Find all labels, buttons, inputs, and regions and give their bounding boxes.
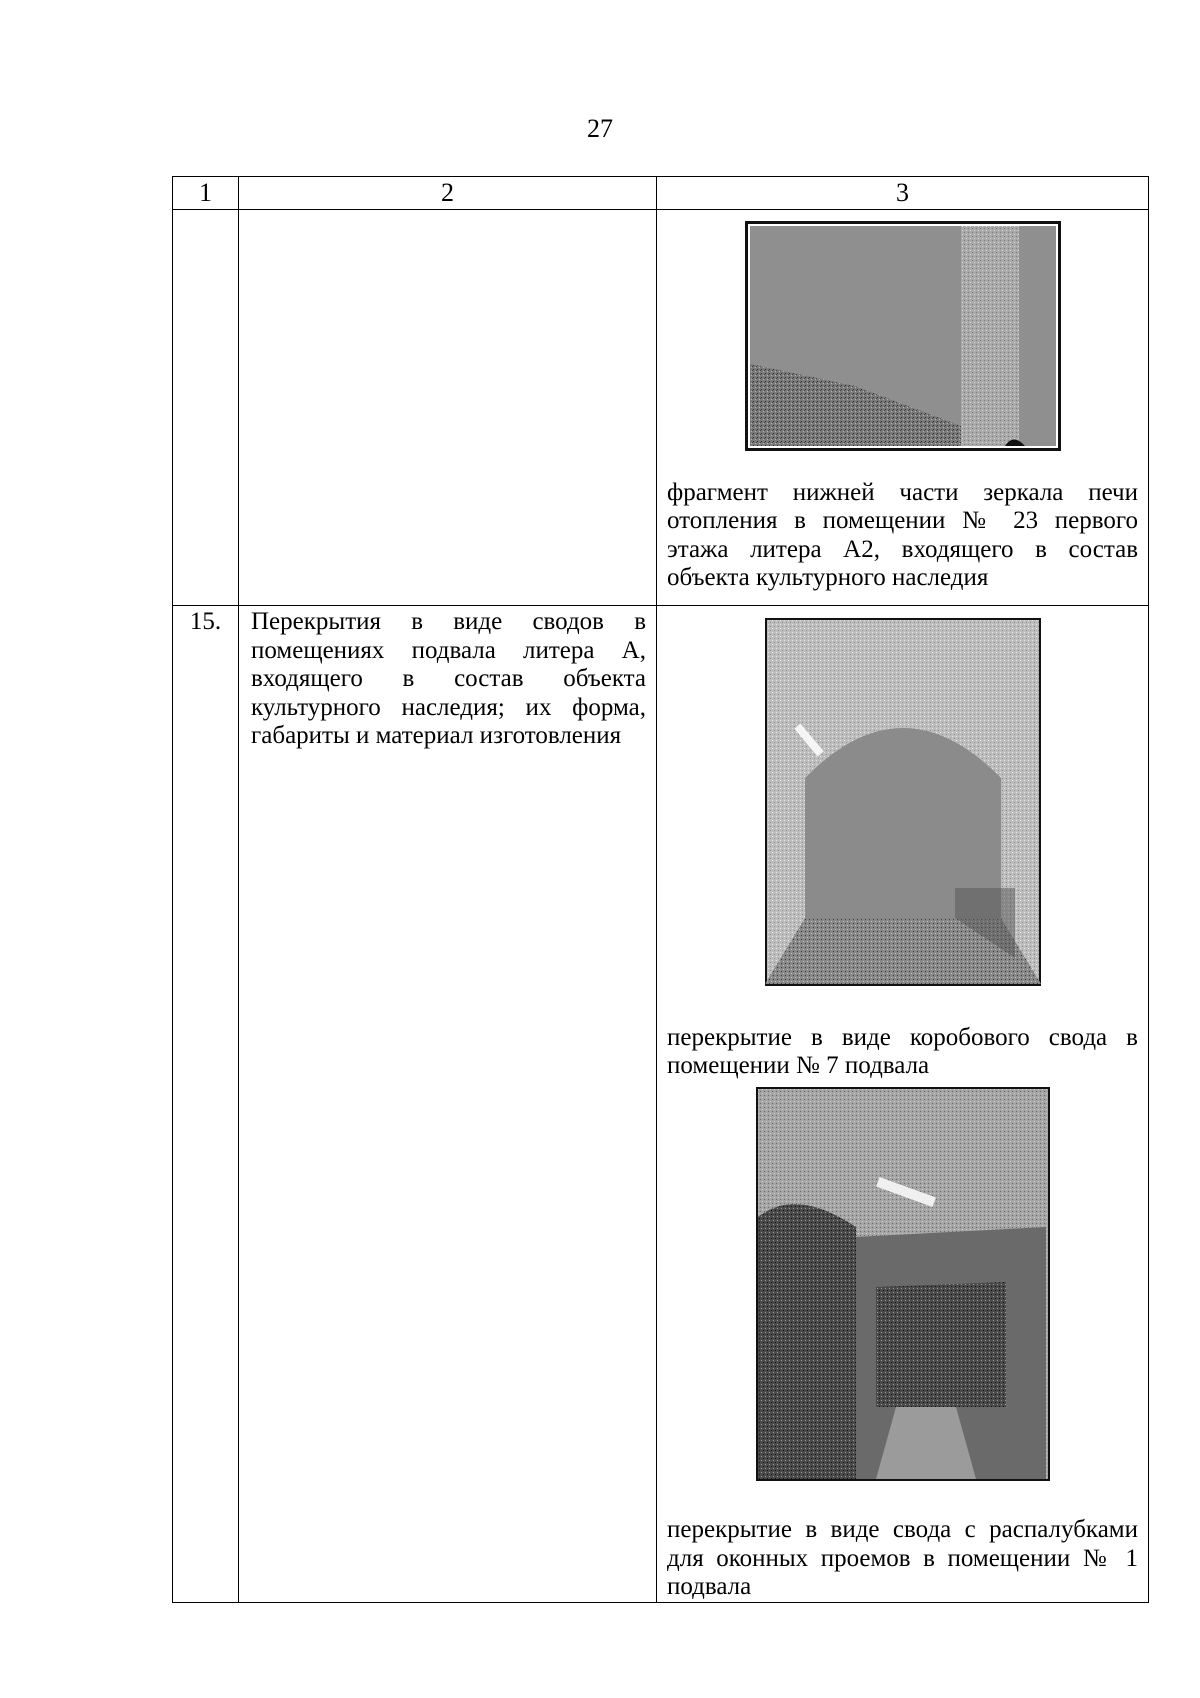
page-number: 27 bbox=[587, 114, 613, 143]
photo-cell bbox=[657, 606, 1149, 1603]
photo-caption: перекрытие в виде свода с распалубками для оконных проемов в помещении № 1 подвала bbox=[667, 1516, 1138, 1600]
row-number: 15. bbox=[173, 606, 239, 1603]
photo-caption: фрагмент нижней части зеркала печи отопления в помещении № 23 первого этажа литера А2, входящего в состав объекта культурного наследия bbox=[667, 478, 1138, 591]
table-row-continuation bbox=[173, 210, 1149, 606]
stove-mirror-photo bbox=[745, 221, 1061, 451]
vault-with-lunettes-photo bbox=[756, 1087, 1050, 1481]
table-row-15 bbox=[173, 606, 1149, 1603]
description-cell-empty bbox=[239, 210, 657, 606]
header-col-3: 3 bbox=[657, 177, 1149, 210]
row-number-cell-empty bbox=[173, 210, 239, 606]
header-col-2: 2 bbox=[239, 177, 657, 210]
box-vault-photo bbox=[765, 618, 1041, 986]
table-header-row bbox=[173, 177, 1149, 210]
header-col-1: 1 bbox=[173, 177, 239, 210]
photo-caption: перекрытие в виде коробового свода в помещении № 7 подвала bbox=[667, 1023, 1138, 1079]
row-description: Перекрытия в виде сводов в помещениях подвала литера А, входящего в состав объекта культурного наследия; их форма, габариты и материал изготовления bbox=[239, 606, 657, 1603]
heritage-elements-table bbox=[172, 176, 1149, 1603]
photo-cell bbox=[657, 210, 1149, 606]
